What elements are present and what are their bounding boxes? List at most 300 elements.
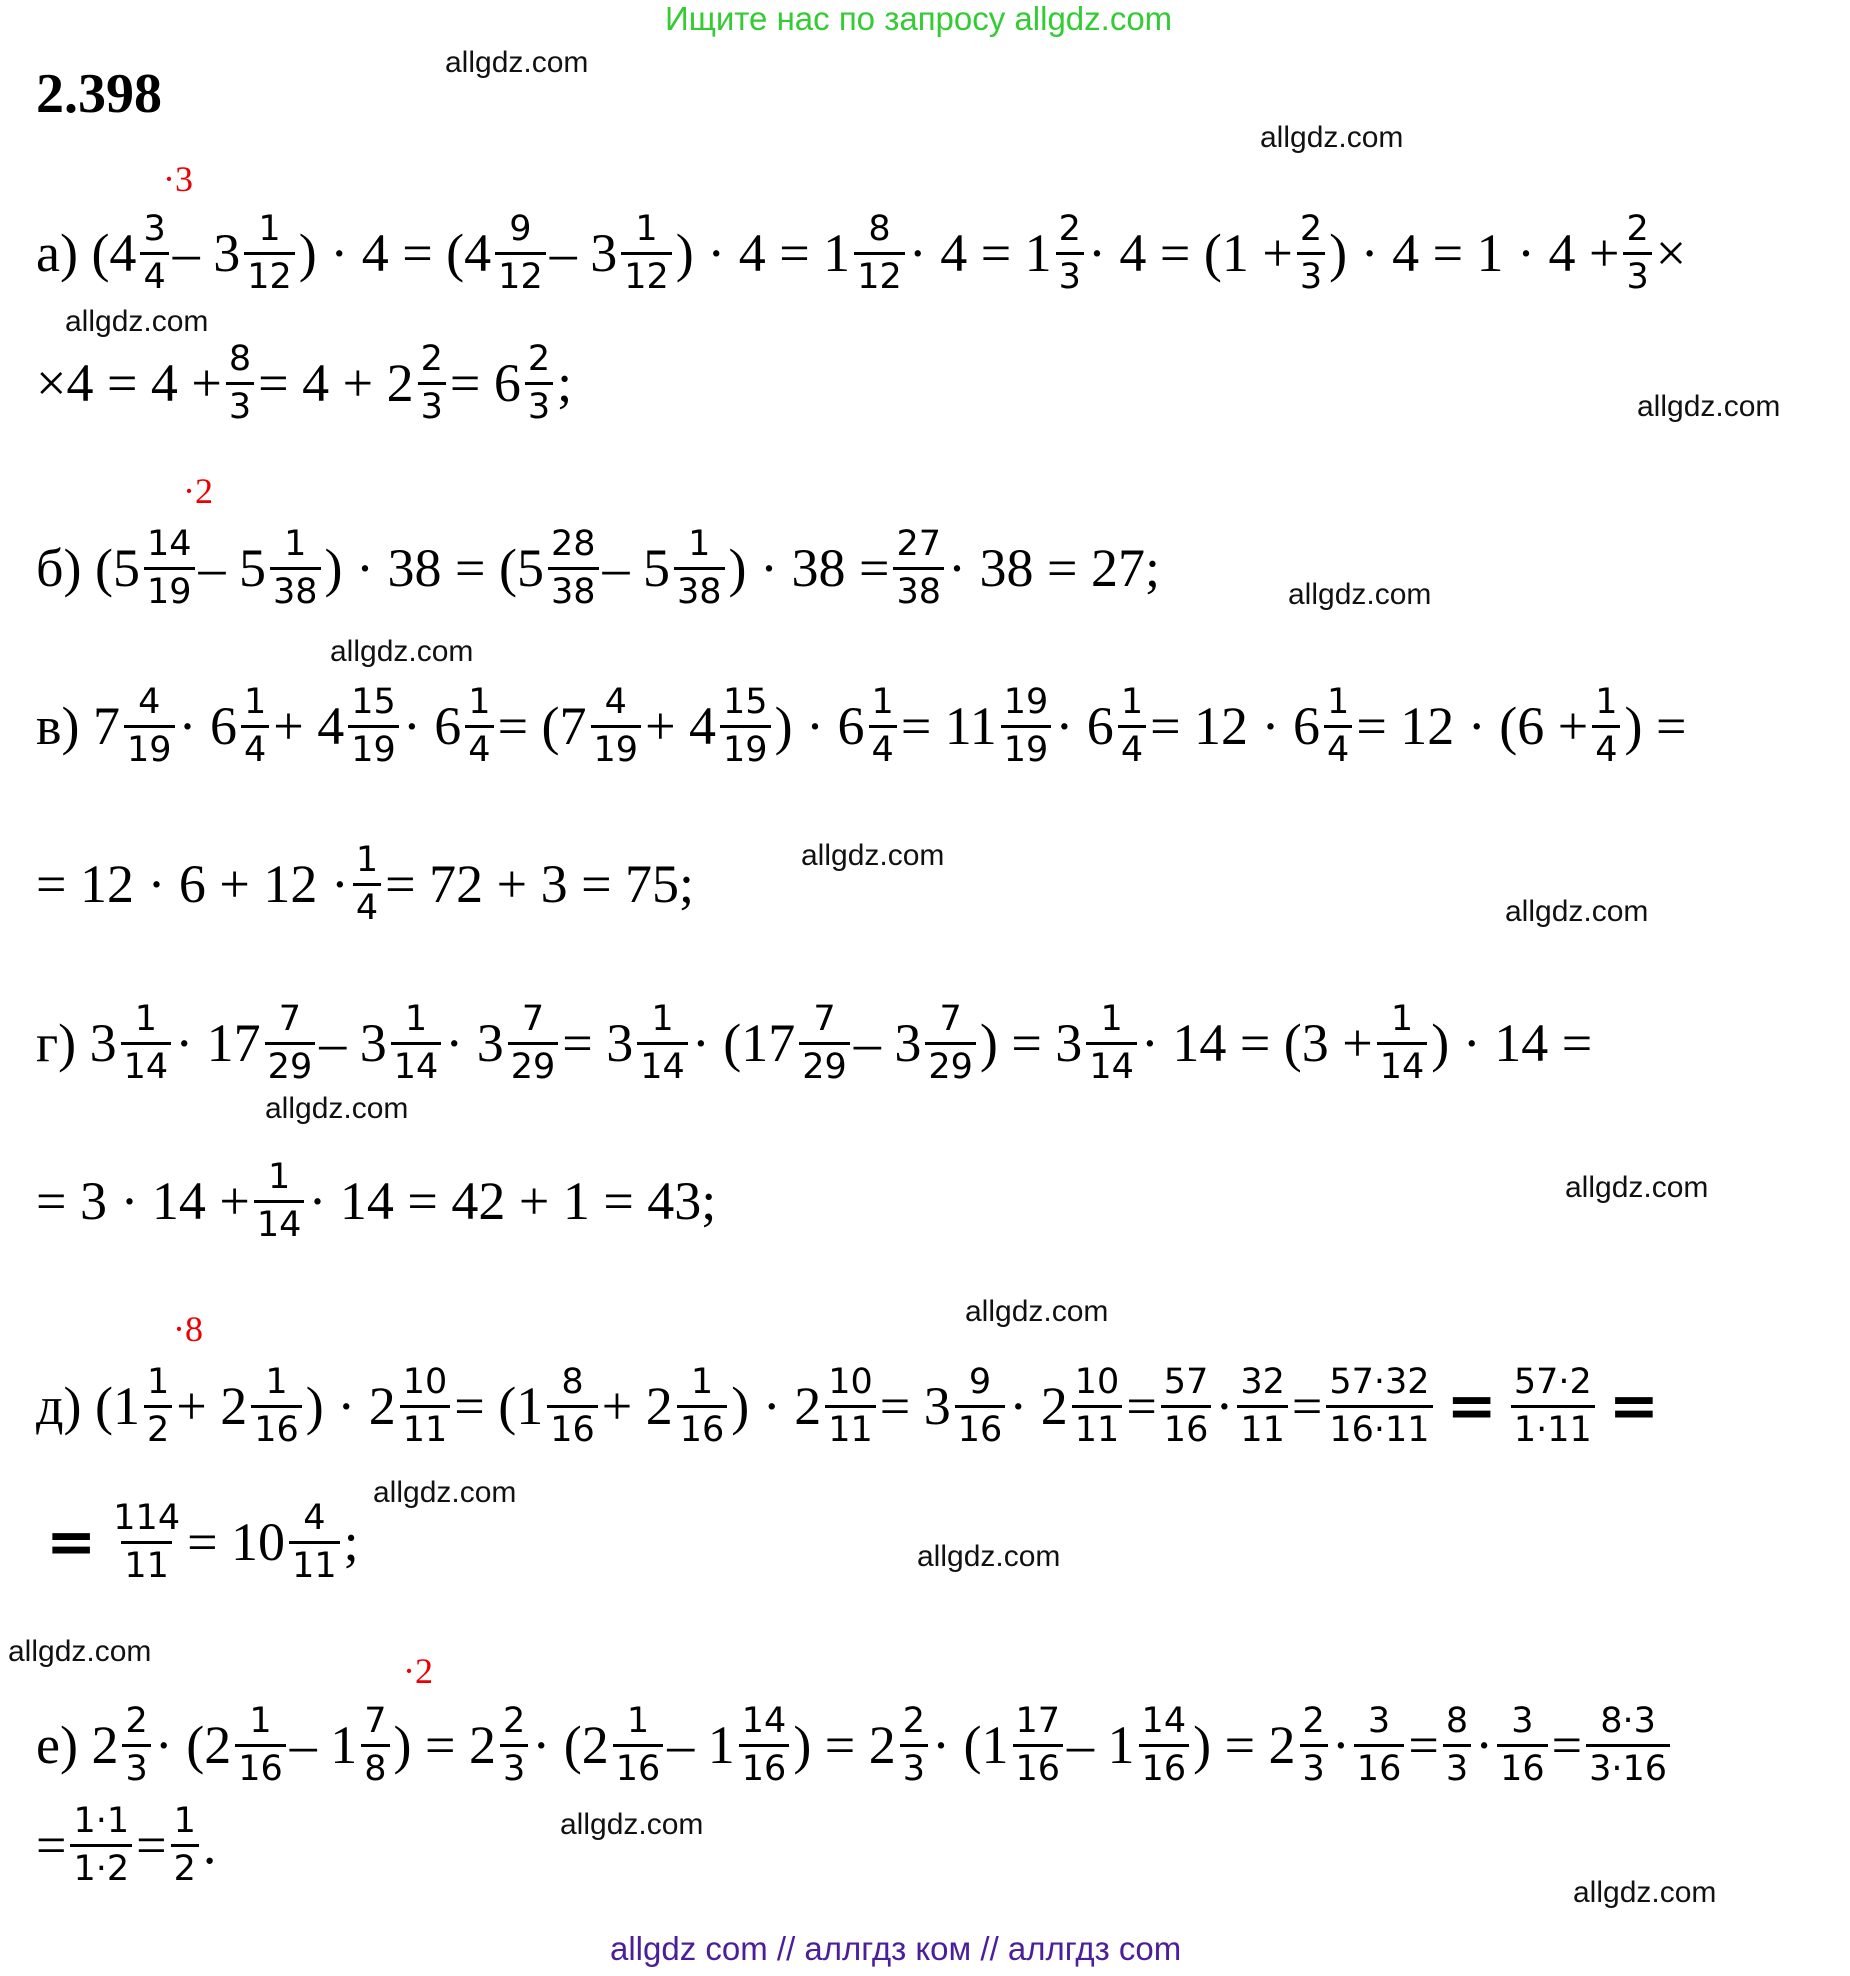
numerator: 114 (113, 1498, 181, 1539)
watermark: allgdz.com (330, 635, 474, 668)
denominator: 38 (270, 567, 321, 612)
math-text: · 2 (1009, 1376, 1068, 1436)
footer-links[interactable]: allgdz com // аллгдз ком // аллгдз com (610, 1930, 1182, 1967)
denominator: 14 (254, 1200, 305, 1245)
fraction (353, 840, 381, 928)
math-text: = (1408, 1715, 1439, 1775)
denominator: 19 (124, 725, 175, 770)
fraction (621, 209, 672, 297)
denominator: 2 (171, 1844, 199, 1889)
numerator: 32 (1240, 1362, 1285, 1403)
fraction (869, 682, 897, 770)
math-text: · (1215, 1376, 1234, 1436)
numerator: 27 (896, 524, 942, 565)
math-text: б) (5 (36, 538, 140, 598)
fraction (124, 682, 175, 770)
math-text: · 3 (445, 1013, 504, 1073)
fraction (244, 209, 295, 297)
fraction (241, 682, 269, 770)
numerator: 1 (146, 1362, 170, 1403)
math-text: – 3 (172, 223, 241, 283)
fraction (1237, 1362, 1288, 1450)
multiplier-a: ·3 (163, 159, 193, 199)
denominator: 1·11 (1511, 1405, 1595, 1450)
denominator: 11 (400, 1405, 451, 1450)
denominator: 29 (265, 1042, 316, 1087)
math-text: · (1331, 1715, 1350, 1775)
denominator: 16 (235, 1744, 286, 1789)
numerator: 1 (468, 682, 491, 723)
fraction (739, 1701, 790, 1789)
numerator: 1 (1327, 682, 1350, 723)
numerator: 1 (284, 524, 307, 565)
numerator: 1 (1100, 999, 1123, 1040)
math-text: ) · 14 = (1431, 1013, 1593, 1073)
watermark: allgdz.com (65, 305, 209, 338)
fraction (1300, 1701, 1328, 1789)
fraction (1297, 209, 1325, 297)
numerator: 1 (355, 840, 379, 881)
math-text: – 3 (853, 1013, 922, 1073)
numerator: 7 (939, 999, 962, 1040)
fraction (1326, 1362, 1432, 1450)
watermark: allgdz.com (1505, 895, 1649, 928)
denominator: 4 (1592, 725, 1620, 770)
denominator: 3 (1443, 1744, 1471, 1789)
solution-g-line-1 (36, 973, 1592, 1113)
fraction (1377, 999, 1428, 1087)
math-text: · 17 (175, 1013, 261, 1073)
math-text: ) · 2 (305, 1376, 396, 1436)
fraction (1586, 1701, 1670, 1789)
denominator: 1·2 (70, 1844, 132, 1889)
math-text: = 3 (562, 1013, 634, 1073)
denominator: 4 (140, 252, 168, 297)
numerator: 8 (561, 1362, 584, 1403)
math-text: г) 3 (36, 1013, 117, 1073)
numerator: 7 (364, 1701, 387, 1742)
fraction (270, 524, 321, 612)
numerator: 8 (868, 209, 891, 250)
math-text: – 5 (198, 538, 266, 598)
math-text: · (1475, 1715, 1494, 1775)
denominator: 3 (1300, 1744, 1328, 1789)
solution-e-line-1 (36, 1675, 1674, 1815)
denominator: 11 (1072, 1405, 1123, 1450)
math-text: ) · 4 = 1 (675, 223, 851, 283)
math-text: ) = 2 (1193, 1715, 1296, 1775)
fraction (1497, 1701, 1548, 1789)
fraction (1139, 1701, 1190, 1789)
denominator: 4 (869, 725, 897, 770)
math-text: + 2 (601, 1376, 673, 1436)
numerator: 2 (502, 1701, 526, 1742)
denominator: 11 (121, 1541, 172, 1586)
math-text: · 6 (402, 696, 462, 756)
numerator: 57 (1163, 1362, 1209, 1403)
fraction (674, 524, 725, 612)
watermark: allgdz.com (1565, 1171, 1709, 1204)
denominator: 19 (348, 725, 399, 770)
math-text: – 5 (602, 538, 670, 598)
denominator: 29 (799, 1042, 850, 1087)
math-text: = (7 (497, 696, 587, 756)
multiplier-d: ·8 (173, 1309, 203, 1349)
fraction (1161, 1362, 1212, 1450)
math-text: ) · 38 = (5 (324, 538, 544, 598)
numerator: 7 (813, 999, 836, 1040)
denominator: 16 (1161, 1405, 1212, 1450)
fraction (1592, 682, 1620, 770)
fraction (547, 1362, 598, 1450)
math-text: · 4 = (1 + (1087, 223, 1293, 283)
math-text: = (1291, 1376, 1323, 1436)
numerator: 1 (871, 682, 894, 723)
numerator: 4 (604, 682, 627, 723)
denominator: 3 (1056, 252, 1084, 297)
denominator: 4 (241, 725, 269, 770)
denominator: 4 (465, 725, 493, 770)
watermark: allgdz.com (8, 1635, 152, 1668)
denominator: 3 (900, 1744, 928, 1789)
numerator: 1 (1390, 999, 1414, 1040)
fraction (1354, 1701, 1405, 1789)
fraction (1324, 682, 1352, 770)
numerator: 1 (265, 1362, 288, 1403)
fraction (144, 524, 195, 612)
math-text: + 4 (273, 696, 345, 756)
problem-number: 2.398 (36, 63, 162, 125)
numerator: 1 (635, 209, 658, 250)
fraction (144, 1362, 172, 1450)
numerator: 8 (1445, 1701, 1469, 1742)
denominator: 14 (1377, 1042, 1428, 1087)
denominator: 12 (854, 252, 905, 297)
watermark: allgdz.com (917, 1540, 1061, 1573)
numerator: 1 (1120, 682, 1144, 723)
math-text: – 3 (549, 223, 618, 283)
numerator: 10 (828, 1362, 873, 1403)
denominator: 16 (955, 1405, 1006, 1450)
fraction (799, 999, 850, 1087)
denominator: 12 (495, 252, 546, 297)
denominator: 2 (144, 1405, 172, 1450)
solution-c-line-2 (36, 814, 694, 954)
numerator: 4 (138, 682, 161, 723)
watermark: allgdz.com (1260, 121, 1404, 154)
math-text: + 4 (645, 696, 717, 756)
numerator: 9 (509, 209, 532, 250)
fraction (140, 209, 168, 297)
fraction (251, 1362, 302, 1450)
math-text: ×4 = 4 + (36, 353, 222, 413)
denominator: 8 (361, 1744, 389, 1789)
denominator: 3 (122, 1744, 150, 1789)
numerator: 19 (1003, 682, 1049, 723)
fraction (1623, 209, 1651, 297)
numerator: 15 (351, 682, 396, 723)
fraction (70, 1801, 132, 1889)
math-text: а) (4 (36, 223, 137, 283)
denominator: 16 (1139, 1744, 1190, 1789)
denominator: 16 (547, 1405, 598, 1450)
math-text: = 3 (879, 1376, 951, 1436)
denominator: 16·11 (1326, 1405, 1432, 1450)
math-text: – 1 (667, 1715, 735, 1775)
denominator: 14 (391, 1042, 442, 1087)
fraction (500, 1701, 528, 1789)
fraction (391, 999, 442, 1087)
denominator: 14 (1086, 1042, 1137, 1087)
watermark: allgdz.com (965, 1295, 1109, 1328)
numerator: 14 (741, 1701, 787, 1742)
numerator: 1 (244, 682, 267, 723)
fraction (1443, 1701, 1471, 1789)
math-text: ) · 6 (774, 696, 865, 756)
denominator: 19 (591, 725, 642, 770)
watermark: allgdz.com (265, 1092, 409, 1125)
fraction (720, 682, 771, 770)
fraction (854, 209, 905, 297)
numerator: 2 (902, 1701, 926, 1742)
math-text: = 72 + 3 = 75; (385, 854, 695, 914)
fraction (235, 1701, 286, 1789)
math-text: × (1655, 223, 1687, 283)
denominator: 16 (613, 1744, 664, 1789)
denominator: 38 (548, 567, 599, 612)
math-text: = (1446, 1371, 1497, 1441)
numerator: 3 (143, 209, 166, 250)
denominator: 4 (1118, 725, 1146, 770)
fraction (525, 339, 553, 427)
fraction (613, 1701, 664, 1789)
math-text: = 10 (187, 1512, 286, 1572)
numerator: 1 (249, 1701, 272, 1742)
math-text: · 14 = 42 + 1 = 43; (308, 1171, 717, 1231)
math-text: = (46, 1507, 97, 1577)
math-text: = 12 · 6 + 12 · (36, 854, 349, 914)
denominator: 19 (720, 725, 771, 770)
fraction (348, 682, 399, 770)
watermark: allgdz.com (1288, 578, 1432, 611)
numerator: 14 (146, 524, 192, 565)
fraction (1511, 1362, 1595, 1450)
fraction (1056, 209, 1084, 297)
denominator: 3 (525, 382, 553, 427)
denominator: 14 (121, 1042, 172, 1087)
numerator: 1 (258, 209, 281, 250)
denominator: 38 (674, 567, 725, 612)
math-text: = 4 + 2 (258, 353, 414, 413)
math-text: – 3 (319, 1013, 387, 1073)
numerator: 1 (690, 1362, 714, 1403)
solution-c-line-1 (36, 656, 1686, 796)
math-text: + 2 (176, 1376, 248, 1436)
math-text: ) · 38 = (728, 538, 890, 598)
denominator: 19 (1001, 725, 1052, 770)
numerator: 1 (651, 999, 674, 1040)
denominator: 4 (1324, 725, 1352, 770)
numerator: 57·2 (1513, 1362, 1592, 1403)
numerator: 14 (1141, 1701, 1187, 1742)
fraction (265, 999, 316, 1087)
fraction (1086, 999, 1137, 1087)
denominator: 16 (1013, 1744, 1064, 1789)
denominator: 3 (226, 382, 254, 427)
fraction (121, 999, 172, 1087)
denominator: 19 (144, 567, 195, 612)
math-text: ) · 4 = 1 · 4 + (1329, 223, 1620, 283)
numerator: 7 (278, 999, 302, 1040)
numerator: 1·1 (73, 1801, 130, 1842)
math-text: · (1 (932, 1715, 1009, 1775)
fraction (400, 1362, 451, 1450)
math-text: – 1 (289, 1715, 358, 1775)
denominator: 3 (500, 1744, 528, 1789)
denominator: 11 (825, 1405, 876, 1450)
numerator: 1 (173, 1801, 196, 1842)
fraction (110, 1498, 183, 1586)
solution-b-line-1 (36, 498, 1160, 638)
numerator: 7 (521, 999, 545, 1040)
watermark: allgdz.com (560, 1808, 704, 1841)
numerator: 9 (968, 1362, 992, 1403)
fraction (1001, 682, 1052, 770)
math-text: = (1551, 1715, 1583, 1775)
math-text: ; (343, 1512, 359, 1572)
math-text: = 3 · 14 + (36, 1171, 250, 1231)
fraction (508, 999, 559, 1087)
math-text: ; (557, 353, 573, 413)
numerator: 15 (723, 682, 768, 723)
fraction (495, 209, 546, 297)
top-banner[interactable]: Ищите нас по запросу allgdz.com (665, 0, 1173, 37)
numerator: 2 (527, 339, 551, 380)
fraction (637, 999, 688, 1087)
fraction (418, 339, 446, 427)
numerator: 1 (268, 1157, 291, 1198)
denominator: 16 (1354, 1744, 1405, 1789)
math-text: ) · 4 = (4 (298, 223, 492, 283)
math-text: = (1608, 1371, 1660, 1441)
numerator: 2 (1299, 209, 1323, 250)
denominator: 4 (353, 883, 381, 928)
math-text: · (2 (532, 1715, 609, 1775)
numerator: 2 (1058, 209, 1081, 250)
numerator: 2 (1302, 1701, 1325, 1742)
fraction (226, 339, 254, 427)
math-text: · 6 (178, 696, 238, 756)
watermark: allgdz.com (1573, 1876, 1717, 1909)
math-text: · (2 (154, 1715, 232, 1775)
math-text: · 6 (1055, 696, 1114, 756)
numerator: 28 (550, 524, 596, 565)
fraction (465, 682, 493, 770)
solution-d-line-2 (36, 1472, 359, 1612)
denominator: 29 (925, 1042, 976, 1087)
math-text: ) · 2 (731, 1376, 822, 1436)
denominator: 12 (621, 252, 672, 297)
denominator: 3 (418, 382, 446, 427)
fraction (1072, 1362, 1123, 1450)
fraction (925, 999, 976, 1087)
solution-a-line-1 (36, 183, 1686, 323)
math-text: = 12 · 6 (1150, 696, 1321, 756)
denominator: 16 (739, 1744, 790, 1789)
numerator: 4 (303, 1498, 326, 1539)
numerator: 17 (1015, 1701, 1061, 1742)
denominator: 38 (893, 567, 944, 612)
math-text: = 6 (449, 353, 521, 413)
watermark: allgdz.com (445, 46, 589, 79)
math-text: ) = 3 (979, 1013, 1083, 1073)
numerator: 3 (1511, 1701, 1534, 1742)
denominator: 11 (1237, 1405, 1288, 1450)
numerator: 57·32 (1329, 1362, 1430, 1403)
math-text: ) = 2 (393, 1715, 496, 1775)
fraction (361, 1701, 389, 1789)
fraction (893, 524, 944, 612)
math-text: е) 2 (36, 1715, 119, 1775)
math-text: = 11 (900, 696, 997, 756)
numerator: 2 (420, 339, 443, 380)
numerator: 1 (404, 999, 428, 1040)
numerator: 8 (228, 339, 252, 380)
math-text: · 4 = 1 (908, 223, 1052, 283)
math-text: . (202, 1815, 217, 1875)
denominator: 16 (251, 1405, 302, 1450)
math-text: = (136, 1815, 167, 1875)
math-text: · (17 (691, 1013, 796, 1073)
math-text: = (36, 1815, 67, 1875)
fraction (591, 682, 642, 770)
fraction (1013, 1701, 1064, 1789)
multiplier-b: ·2 (183, 471, 213, 511)
solution-e-line-2 (36, 1775, 216, 1915)
denominator: 3·16 (1586, 1744, 1670, 1789)
multiplier-e: ·2 (403, 1651, 433, 1691)
solution-g-line-2 (36, 1131, 716, 1271)
numerator: 2 (125, 1701, 148, 1742)
math-text: – 1 (1067, 1715, 1135, 1775)
math-text: ) = (1624, 696, 1687, 756)
fraction (955, 1362, 1006, 1450)
math-text: · 14 = (3 + (1140, 1013, 1373, 1073)
numerator: 1 (626, 1701, 650, 1742)
math-text: · 38 = 27; (948, 538, 1160, 598)
math-text: ) = 2 (793, 1715, 896, 1775)
fraction (548, 524, 599, 612)
denominator: 3 (1297, 252, 1325, 297)
fraction (825, 1362, 876, 1450)
solution-a-line-2 (36, 313, 572, 453)
numerator: 1 (688, 524, 711, 565)
fraction (1118, 682, 1146, 770)
fraction (677, 1362, 728, 1450)
denominator: 3 (1623, 252, 1651, 297)
numerator: 1 (1595, 682, 1618, 723)
solution-d-line-1 (36, 1336, 1669, 1476)
denominator: 12 (244, 252, 295, 297)
fraction (254, 1157, 305, 1245)
denominator: 11 (289, 1541, 340, 1586)
math-text: д) (1 (36, 1376, 140, 1436)
denominator: 14 (637, 1042, 688, 1087)
math-text: = 12 · (6 + (1356, 696, 1589, 756)
numerator: 10 (402, 1362, 448, 1403)
fraction (289, 1498, 340, 1586)
numerator: 8·3 (1600, 1701, 1656, 1742)
